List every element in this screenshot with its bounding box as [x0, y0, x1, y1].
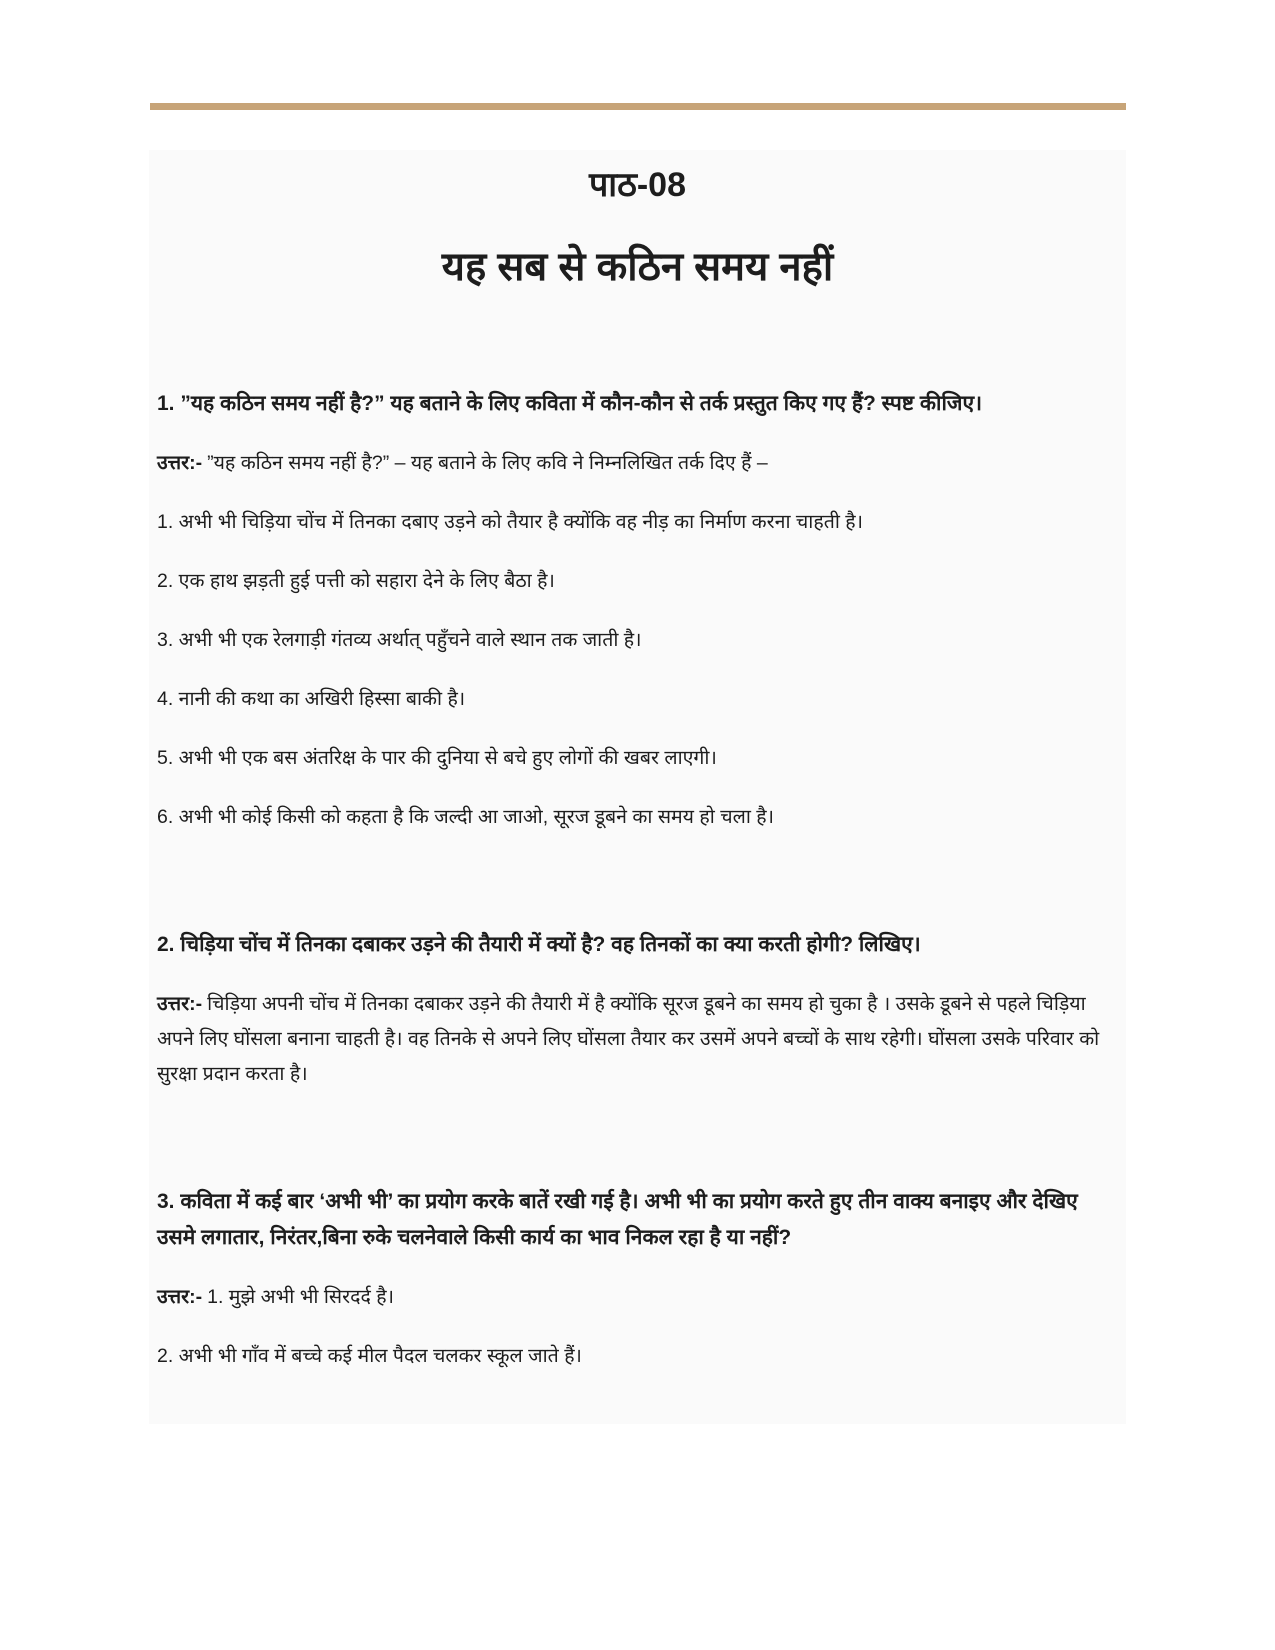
answer-1-point: 3. अभी भी एक रेलगाड़ी गंतव्य अर्थात् पहुँचने वाले स्थान तक जाती है। — [157, 629, 642, 651]
answer-1-intro-line — [157, 446, 1118, 481]
answer-label: उत्तर:- — [157, 1286, 203, 1308]
answer-1-point: 5. अभी भी एक बस अंतरिक्ष के पार की दुनिया से बचे हुए लोगों की खबर लाएगी। — [157, 747, 717, 769]
lesson-content — [149, 150, 1126, 1424]
top-accent-bar — [150, 103, 1126, 110]
answer-2-text: चिड़िया अपनी चोंच में तिनका दबाकर उड़ने की तैयारी में है क्योंकि सूरज डूबने का समय हो चुका है । उसके डूबने से पहले चिड़िया अपने लिए घोंसला बनाना चाहती है। वह तिनके से अपने लिए घोंसला तैयार कर उसमें अपने बच्चों के साथ रहेगी। घोंसला उसके परिवार को सुरक्षा प्रदान करता है। — [157, 993, 1100, 1085]
answer-3-second: 2. अभी भी गाँव में बच्चे कई मील पैदल चलकर स्कूल जाते हैं। — [157, 1345, 582, 1367]
answer-label: उत्तर:- — [157, 993, 203, 1015]
answer-2-line — [157, 987, 1118, 1092]
answer-1-point: 1. अभी भी चिड़िया चोंच में तिनका दबाए उड़ने को तैयार है क्योंकि वह नीड़ का निर्माण करना चाहती है। — [157, 511, 864, 533]
answer-1-point: 2. एक हाथ झड़ती हुई पत्ती को सहारा देने के लिए बैठा है। — [157, 570, 555, 592]
answer-3-line-1 — [157, 1280, 1118, 1315]
question-2: 2. चिड़िया चोंच में तिनका दबाकर उड़ने की तैयारी में क्यों है? वह तिनकों का क्या करती होगी? लिखिए। — [157, 933, 921, 956]
answer-label: उत्तर:- — [157, 452, 203, 474]
answer-3-first: 1. मुझे अभी भी सिरदर्द है। — [207, 1286, 394, 1308]
chapter-heading: पाठ-08 — [588, 166, 686, 204]
lesson-title: यह सब से कठिन समय नहीं — [441, 245, 834, 289]
answer-1-point: 6. अभी भी कोई किसी को कहता है कि जल्दी आ जाओ, सूरज डूबने का समय हो चला है। — [157, 806, 775, 828]
answer-1-intro: ”यह कठिन समय नहीं है?” – यह बताने के लिए कवि ने निम्नलिखित तर्क दिए हैं – — [207, 452, 768, 474]
question-3: 3. कविता में कई बार ‘अभी भी’ का प्रयोग करके बातें रखी गई है। अभी भी का प्रयोग करते हुए तीन वाक्य बनाइए और देखिए उसमे लगातार, निरंतर,बिना रुके चलनेवाले किसी कार्य का भाव निकल रहा है या नहीं? — [157, 1190, 1078, 1249]
question-1: 1. ”यह कठिन समय नहीं है?” यह बताने के लिए कविता में कौन-कौन से तर्क प्रस्तुत किए गए हैं? स्पष्ट कीजिए। — [157, 392, 983, 415]
answer-1-point: 4. नानी की कथा का अखिरी हिस्सा बाकी है। — [157, 688, 466, 710]
